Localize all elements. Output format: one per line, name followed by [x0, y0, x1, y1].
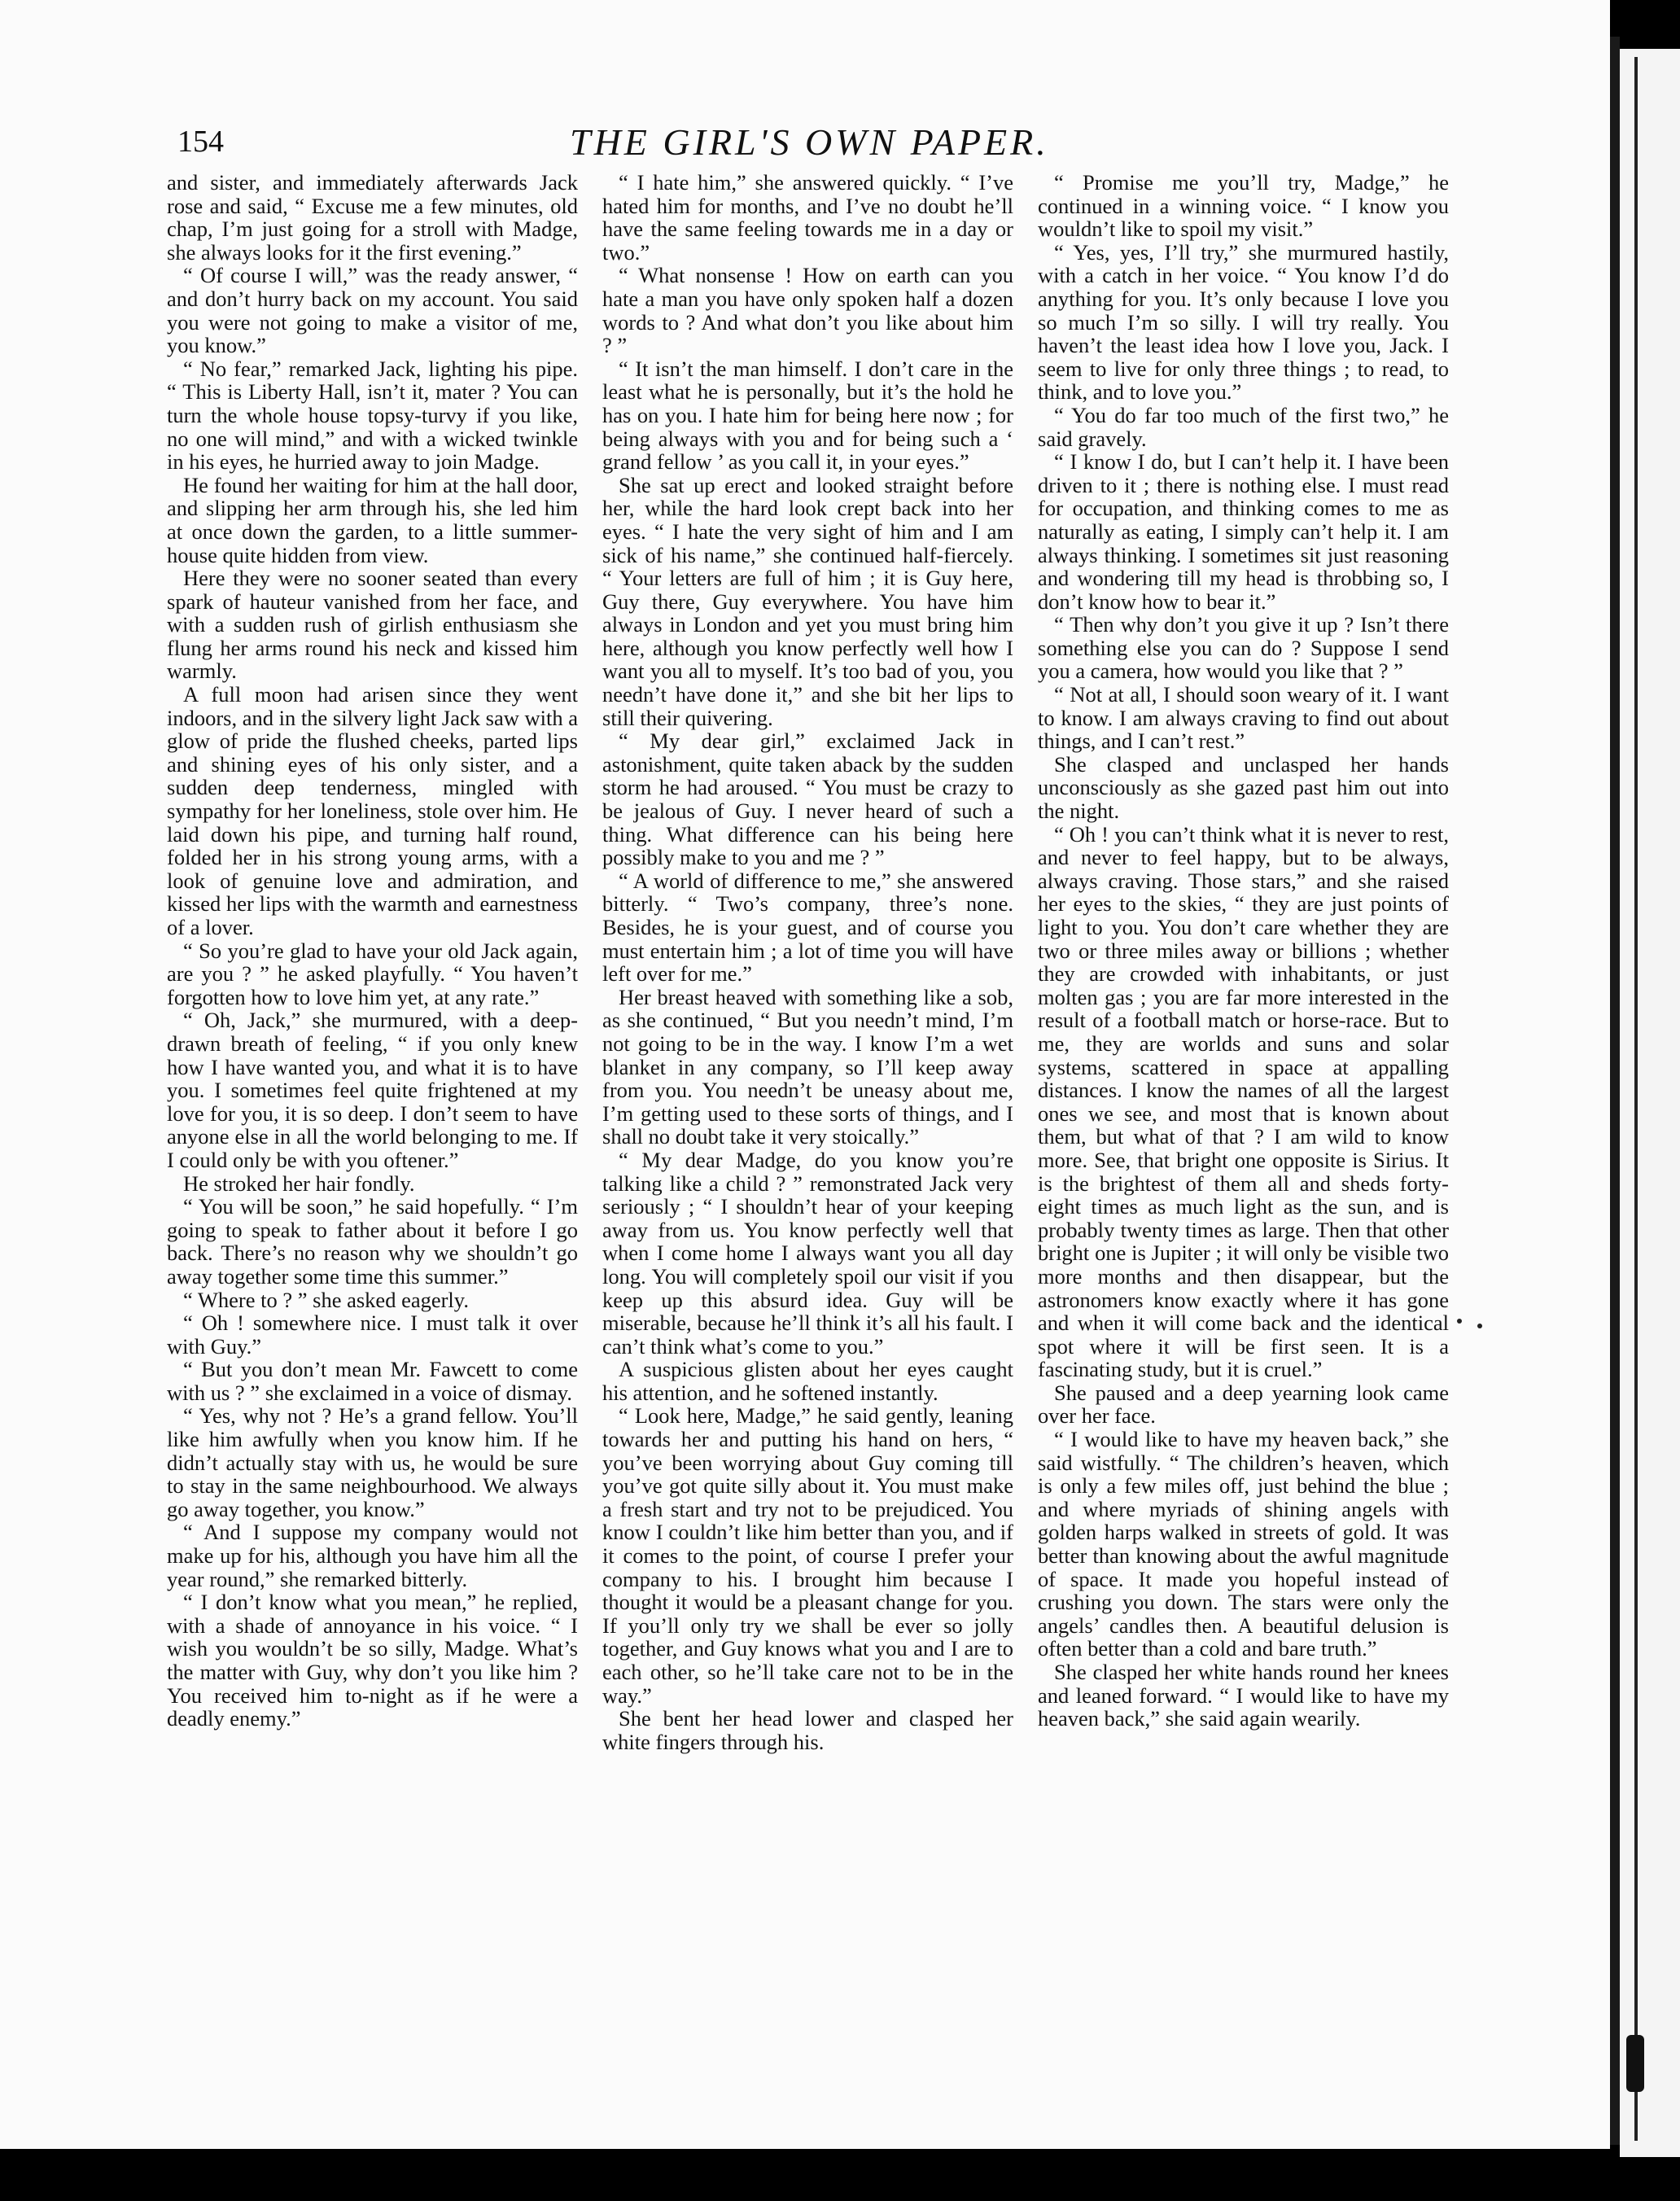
paragraph: She bent her head lower and clasped her white fingers through his. [602, 1706, 1013, 1754]
paragraph: “ I would like to have my heaven back,” she said wistfully. “ The children’s heaven, which is only a few miles off, just behind the blue ; and where myriads of shining angels with golden harps walked in streets of gold. It was better than knowing about the awful magnitude of space. It made you hopeful instead of crushing you down. The stars were only the angels’ candles then. A beautiful delusion is often better than a cold and bare truth.” [1038, 1427, 1449, 1661]
paragraph: “ Not at all, I should soon weary of it. I want to know. I am always craving to find out about things, and I can’t rest.” [1038, 682, 1449, 754]
page-edge-shadow [1610, 37, 1620, 2145]
page-binding-line [1634, 57, 1638, 2141]
paragraph: and sister, and immediately afterwards Jack rose and said, “ Excuse me a few minutes, old chap, I’m just going for a stroll with Madge, she always looks for it the first evening.” [167, 170, 578, 265]
periodical-title: THE GIRL'S OWN PAPER. [570, 121, 1049, 163]
margin-speck [1477, 1324, 1482, 1328]
paragraph: “ No fear,” remarked Jack, lighting his pipe. “ This is Liberty Hall, isn’t it, mater ? You can turn the whole house topsy-turvy if you like, no one will mind,” and with a wicked twinkle in his eyes, he hurried away to join Madge. [167, 356, 578, 475]
paragraph: She paused and a deep yearning look came over her face. [1038, 1380, 1449, 1429]
paragraph: He stroked her hair fondly. [183, 1171, 415, 1196]
paragraph: “ Of course I will,” was the ready answer, “ and don’t hurry back on my account. You said you were not going to make a visitor of me, you know.” [167, 263, 578, 358]
text-column-2 [602, 171, 1013, 1753]
paragraph: “ My dear Madge, do you know you’re talking like a child ? ” remonstrated Jack very seriously ; “ I shouldn’t hear of your keeping away from us. You know perfectly well that when I come home I always want you all day long. You will completely spoil our visit if you keep up this absurd idea. Guy will be miserable, because he’ll think it’s all his fault. I can’t think what’s come to you.” [602, 1147, 1013, 1359]
paragraph: “ Where to ? ” she asked eagerly. [183, 1287, 469, 1312]
paragraph: A suspicious glisten about her eyes caught his attention, and he softened instantly. [602, 1357, 1013, 1405]
paragraph: He found her waiting for him at the hall door, and slipping her arm through his, she led him at once down the garden, to a little summer-house quite hidden from view. [167, 472, 578, 567]
paragraph: She sat up erect and looked straight before her, while the hard look crept back into her eyes. “ I hate the very sight of him and I am sick of his name,” she continued half-fiercely. “ Your letters are full of him ; it is Guy here, Guy there, Guy everywhere. You have him always in London and yet you must bring him here, although you know perfectly well how I want you all to myself. It’s too bad of you, you needn’t have done it,” and she bit her lips to still their quivering. [602, 472, 1013, 730]
paragraph: “ But you don’t mean Mr. Fawcett to come with us ? ” she exclaimed in a voice of dismay. [167, 1357, 578, 1405]
paragraph: “ And I suppose my company would not make up for his, although you have him all the year round,” she remarked bitterly. [167, 1520, 578, 1591]
paragraph: Her breast heaved with something like a sob, as she continued, “ But you needn’t mind, I’m not going to be in the way. I know I’m a wet blanket in any company, so I’ll keep away from you. You needn’t be uneasy about me, I’m getting used to these sorts of things, and I shall no doubt take it very stoically.” [602, 984, 1013, 1149]
text-column-3 [1038, 171, 1449, 1731]
paragraph: She clasped and unclasped her hands unconsciously as she gazed past him out into the night. [1038, 751, 1449, 824]
paragraph: Here they were no sooner seated than every spark of hauteur vanished from her face, and with a sudden rush of girlish enthusiasm she flung her arms round his neck and kissed him warmly. [167, 566, 578, 684]
paragraph: “ My dear girl,” exclaimed Jack in astonishment, quite taken aback by the sudden storm he had aroused. “ You must be crazy to be jealous of Guy. I never heard of such a thing. What difference can his being here possibly make to you and me ? ” [602, 729, 1013, 870]
paragraph: “ You do far too much of the first two,” he said gravely. [1038, 402, 1449, 451]
adjacent-page-edge [1620, 49, 1680, 2157]
margin-speck [1457, 1319, 1462, 1324]
paragraph: “ I know I do, but I can’t help it. I have been driven to it ; there is nothing else. I must read for occupation, and thinking comes to me as naturally as eating, I simply can’t help it. I am always thinking. I sometimes sit just reasoning and wondering till my head is throbbing so, I don’t know how to bear it.” [1038, 449, 1449, 614]
paragraph: “ You will be soon,” he said hopefully. “ I’m going to speak to father about it before I go back. There’s no reason why we shouldn’t go away together some time this summer.” [167, 1194, 578, 1289]
paragraph: “ It isn’t the man himself. I don’t care in the least what he is personally, but it’s the hold he has on you. I hate him for being here now ; for being always with you and for being such a ‘ grand fellow ’ as you call it, in your eyes.” [602, 356, 1013, 475]
text-column-1 [167, 171, 578, 1731]
paragraph: A full moon had arisen since they went indoors, and in the silvery light Jack saw with a glow of pride the flushed cheeks, parted lips and shining eyes of his only sister, and a sudden deep tenderness, mingled with sympathy for her loneliness, stole over him. He laid down his pipe, and turning half round, folded her in his strong young arms, with a look of genuine love and admiration, and kissed her lips with the warmth and earnestness of a lover. [167, 682, 578, 939]
paragraph: “ Promise me you’ll try, Madge,” he continued in a winning voice. “ I know you wouldn’t like to spoil my visit.” [1038, 170, 1449, 242]
paragraph: “ Yes, why not ? He’s a grand fellow. You’ll like him awfully when you know him. If he didn’t actually stay with us, he would be sure to stay in the same neighbourhood. We always go away together, you know.” [167, 1403, 578, 1521]
page-number: 154 [177, 125, 224, 159]
paragraph: She clasped her white hands round her knees and leaned forward. “ I would like to have my heaven back,” she said again wearily. [1038, 1660, 1449, 1731]
paragraph: “ Oh, Jack,” she murmured, with a deep-drawn breath of feeling, “ if you only knew how I have wanted you, and what it is to have you. I sometimes feel quite frightened at my love for you, it is so deep. I don’t seem to have anyone else in all the world belonging to me. If I could only be with you oftener.” [167, 1008, 578, 1172]
paragraph: “ Oh ! somewhere nice. I must talk it over with Guy.” [167, 1311, 578, 1359]
paragraph: “ Oh ! you can’t think what it is never to rest, and never to feel happy, but to be always, always craving. Those stars,” and she raised her eyes to the skies, “ they are just points of light to you. You don’t care whether they are two or three miles away or billions ; whether they are crowded with inhabitants, or just molten gas ; you are far more interested in the result of a football match or horse-race. But to me, they are worlds and suns and solar systems, scattered in space at appalling distances. I know the names of all the largest ones we see, and most that is known about them, but what of that ? I am wild to know more. See, that bright one opposite is Sirius. It is the brightest of them all and sheds forty-eight times as much light as the sun, and is probably twenty times as large. Then that other bright one is Jupiter ; it will only be visible two more months and then disappear, but the astronomers know exactly where it has gone and when it will come back and the identical spot where it will be first seen. It is a fascinating study, but it is cruel.” [1038, 821, 1449, 1382]
paragraph: “ Yes, yes, I’ll try,” she murmured hastily, with a catch in her voice. “ You know I’d do anything for you. It’s only because I love you so much I’m so silly. I will try really. You haven’t the least idea how I love you, Jack. I seem to live for only three things ; to read, to think, and to love you.” [1038, 239, 1449, 405]
paragraph: “ Then why don’t you give it up ? Isn’t there something else you can do ? Suppose I send you a camera, how would you like that ? ” [1038, 612, 1449, 684]
paragraph: “ I don’t know what you mean,” he replied, with a shade of annoyance in his voice. “ I wish you wouldn’t be so silly, Madge. What’s the matter with Guy, why don’t you like him ? You received him to-night as if he were a deadly enemy.” [167, 1590, 578, 1731]
paragraph: “ I hate him,” she answered quickly. “ I’ve hated him for months, and I’ve no doubt he’ll have the same feeling towards me in a day or two.” [602, 170, 1013, 265]
paragraph: “ What nonsense ! How on earth can you hate a man you have only spoken half a dozen words to ? And what don’t you like about him ? ” [602, 263, 1013, 358]
paragraph: “ So you’re glad to have your old Jack again, are you ? ” he asked playfully. “ You haven’t forgotten how to love him yet, at any rate.” [167, 938, 578, 1009]
binding-mark [1626, 2035, 1644, 2092]
paragraph: “ A world of difference to me,” she answered bitterly. “ Two’s company, three’s none. Besides, he is your guest, and of course you must entertain him ; a lot of time you will have left over for me.” [602, 868, 1013, 987]
paragraph: “ Look here, Madge,” he said gently, leaning towards her and putting his hand on hers, “ you’ve been worrying about Guy coming till you’ve got quite silly about it. You must make a fresh start and try not to be prejudiced. You know I couldn’t like him better than you, and if it comes to the point, of course I prefer your company to his. I brought him because I thought it would be a pleasant change for you. If you’ll only try we shall be ever so jolly together, and Guy knows what you and I are to each other, so he’ll take care not to be in the way.” [602, 1403, 1013, 1708]
